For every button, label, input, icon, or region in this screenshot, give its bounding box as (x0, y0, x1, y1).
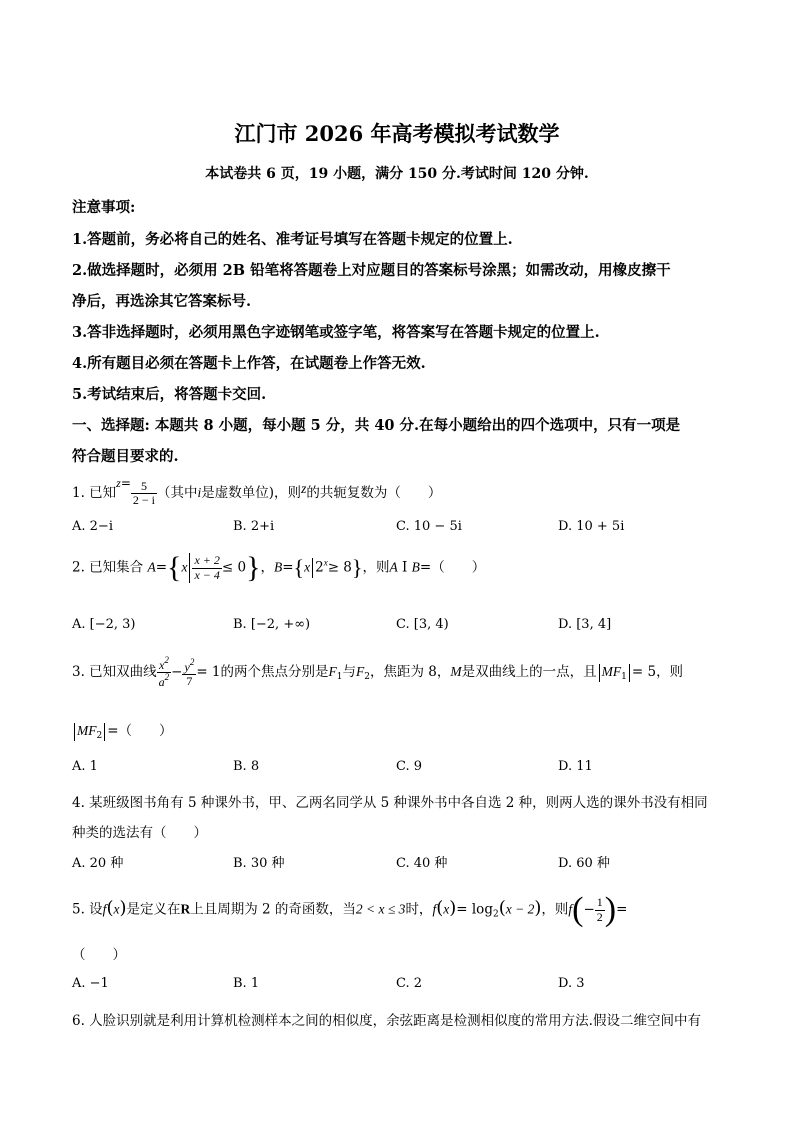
notes-heading: 注意事项: (72, 199, 136, 216)
question-5-cont: （ ） (72, 947, 126, 963)
question-3: 3. 已知双曲线 $\frac{x^2}{a^2}$ − $\frac{y^2}{7}$ = 1的两个焦点分别是$F_1$与$F_2$，焦距为 8，M是双曲线上的一点，且 $MF_1 = 5$，则 (72, 655, 684, 690)
note-item: 2.做选择题时，必须用 2B 铅笔将答题卷上对应题目的答案标号涂黑；如需改动，用橡皮擦干 (72, 262, 671, 279)
q5-r: R (180, 901, 191, 917)
q2-den: x − 4 (194, 567, 220, 582)
note-item: 3.答非选择题时，必须用黑色字迹钢笔或签字笔，将答案写在答题卡规定的位置上. (72, 324, 600, 341)
q4-option-d[interactable]: D. 60 种 (558, 856, 610, 871)
q2-a: A (147, 559, 156, 575)
q1-eq: = (120, 476, 131, 490)
question-5: 5. 设f(x)是定义在R上且周期为 2 的奇函数，当2 < x ≤ 3时，$f(x)= \log_2(x - 2)$，则f(− $\frac{1}{2}$ )= (72, 891, 628, 928)
question-4-cont: 种类的选法有（ ） (72, 825, 207, 841)
q2-b: B (273, 559, 283, 575)
q5-f3: f (568, 901, 573, 917)
q1-i: i (197, 485, 202, 500)
note-item: 4.所有题目必须在答题卡上作答，在试题卷上作答无效. (72, 355, 426, 372)
q5-tail: = (616, 901, 628, 918)
q1-option-c[interactable]: C. 10 − 5i (396, 519, 462, 534)
q5-text4: ，则 (541, 901, 569, 918)
q5-text2: 上且周期为 2 的奇函数，当 (190, 901, 356, 918)
page-title: 江门市 2026 年高考模拟考试数学 (234, 121, 560, 146)
q2-option-d[interactable]: D. [3, 4] (558, 617, 612, 632)
q4-option-a[interactable]: A. 20 种 (72, 856, 124, 871)
q1-z: z (116, 476, 121, 490)
q3-d1: a (158, 675, 165, 690)
q5-option-d[interactable]: D. 3 (558, 976, 585, 991)
question-6: 6. 人脸识别就是利用计算机检测样本之间的相似度，余弦距离是检测相似度的常用方法.假设二维空间中有 (72, 1013, 701, 1029)
section-heading-cont: 符合题目要求的. (72, 448, 179, 465)
note-item: 5.考试结束后，将答题卡交回. (72, 386, 267, 403)
q3-option-a[interactable]: A. 1 (72, 759, 98, 774)
q3-n1: x (159, 658, 165, 672)
q5-prefix: 5. 设 (72, 901, 103, 918)
q4-option-b[interactable]: B. 30 种 (233, 856, 285, 871)
q3-option-d[interactable]: D. 11 (558, 759, 593, 774)
q2-option-c[interactable]: C. [3, 4) (396, 617, 449, 632)
q2-brace-right-2: } (351, 555, 363, 580)
q2-eq2: = (282, 559, 294, 576)
q2-prefix: 2. 已知集合 (72, 559, 144, 576)
q3-eq5: = 5 (631, 664, 657, 681)
q3-n2: y (184, 659, 190, 674)
q3-m: M (450, 664, 462, 680)
q5-text1: 是定义在 (126, 901, 181, 918)
q2-brace-left: { (167, 551, 182, 584)
q5-minus: − (583, 901, 595, 918)
q2-x: x (181, 559, 188, 575)
q3-tail: =（ ） (107, 723, 173, 739)
q3-option-b[interactable]: B. 8 (233, 759, 260, 774)
q3-abs-left (599, 664, 600, 682)
q5-option-a[interactable]: A. −1 (72, 976, 109, 991)
q5-ineq: 2 < x ≤ 3 (355, 901, 406, 917)
q3-prefix: 3. 已知双曲线 (72, 664, 157, 681)
q1-z2: z (301, 481, 307, 496)
q3-text2: ，焦距为 8， (369, 664, 451, 681)
q3-s2: 2 (364, 672, 370, 683)
q3-f2: F (356, 664, 365, 680)
q2-comma: ， (260, 559, 274, 576)
q1-option-b[interactable]: B. 2+i (233, 519, 275, 534)
q2-tail: =（ ） (419, 559, 486, 576)
question-2 (72, 553, 485, 583)
q3-fraction-1: $\frac{x^2}{a^2}$ (158, 655, 170, 690)
q2-exp-base: 2 (315, 559, 324, 576)
question-1 (72, 476, 441, 507)
q3-d2: 7 (186, 673, 193, 688)
q1-fraction (131, 480, 157, 507)
q3-abs-left-2 (74, 723, 75, 741)
q2-num: x + 2 (194, 553, 220, 568)
q2-option-b[interactable]: B. [−2, +∞) (233, 617, 311, 632)
q5-x: x (113, 901, 120, 917)
q2-bar (189, 553, 190, 583)
q1-text2: 是虚数单位)，则 (201, 485, 302, 501)
q3-text3: 是双曲线上的一点，且 (461, 664, 597, 681)
q2-bar-2 (312, 558, 313, 578)
q2-option-a[interactable]: A. [−2, 3) (72, 617, 136, 632)
q2-cap: I (397, 559, 412, 576)
note-item: 1.答题前，务必将自己的姓名、准考证号填写在答题卡规定的位置上. (72, 231, 513, 248)
q1-option-a[interactable]: A. 2−i (72, 519, 113, 534)
q3-mf2: MF (77, 723, 97, 738)
q2-le: ≤ 0 (221, 559, 247, 576)
q3-minus: − (171, 664, 183, 681)
q2-bb: B (411, 559, 420, 575)
q3-option-c[interactable]: C. 9 (396, 759, 423, 774)
exam-subtitle: 本试卷共 6 页，19 小题，满分 150 分.考试时间 120 分钟. (205, 166, 589, 182)
q3-mf1: MF (601, 664, 622, 680)
q1-text3: 的共轭复数为（ ） (306, 485, 442, 501)
q2-eq: = (155, 559, 168, 576)
q5-den: 2 (596, 909, 603, 924)
q3-yu: 与 (342, 664, 356, 681)
question-3-cont: $MF_2$ =（ ） (72, 719, 173, 741)
q5-text3: 时， (405, 901, 433, 918)
q5-eq: = log (456, 901, 493, 918)
q2-exp: x (323, 557, 328, 568)
q5-fraction (595, 896, 605, 923)
q5-f2: f (432, 901, 437, 917)
q5-base: 2 (492, 909, 499, 920)
q5-option-b[interactable]: B. 1 (233, 976, 260, 991)
q3-s1: 1 (336, 672, 343, 683)
q5-x2: x (443, 901, 450, 917)
q1-prefix: 1. 已知 (72, 485, 117, 501)
q3-fraction-2: $\frac{y^2}{7}$ (184, 656, 195, 688)
q2-brace-right: } (246, 551, 261, 584)
section-heading: 一、选择题: 本题共 8 小题，每小题 5 分，共 40 分.在每小题给出的四个选项中，只有一项是 (72, 417, 681, 434)
q3-text1: 的两个焦点分别是 (220, 664, 329, 681)
q2-x2: x (304, 559, 311, 575)
q2-then: ，则 (362, 559, 390, 576)
q5-num: 1 (596, 895, 603, 910)
q1-den: 2 − i (132, 493, 156, 507)
q2-ge: ≥ 8 (327, 559, 352, 576)
question-4: 4. 某班级图书角有 5 种课外书，甲、乙两名同学从 5 种课外书中各自选 2 种，则两人选的课外书没有相同 (72, 795, 708, 811)
q5-arg: x − 2 (505, 901, 535, 917)
q2-brace-left-2: { (293, 555, 305, 580)
q5-f: f (102, 901, 107, 917)
q1-num: 5 (131, 480, 157, 494)
q2-ab: A (389, 559, 398, 575)
q3-abs-right (629, 664, 630, 682)
q5-option-c[interactable]: C. 2 (396, 976, 423, 991)
q4-option-c[interactable]: C. 40 种 (396, 856, 448, 871)
q1-text1: （其中 (157, 485, 198, 501)
q3-abs-right-2 (104, 723, 105, 741)
q2-fraction (192, 554, 221, 581)
q3-f1: F (328, 664, 337, 680)
q3-eq1: = 1 (196, 664, 221, 681)
note-item: 净后，再选涂其它答案标号. (72, 293, 252, 310)
q1-option-d[interactable]: D. 10 + 5i (558, 519, 625, 534)
q3-text4: ，则 (656, 664, 684, 681)
